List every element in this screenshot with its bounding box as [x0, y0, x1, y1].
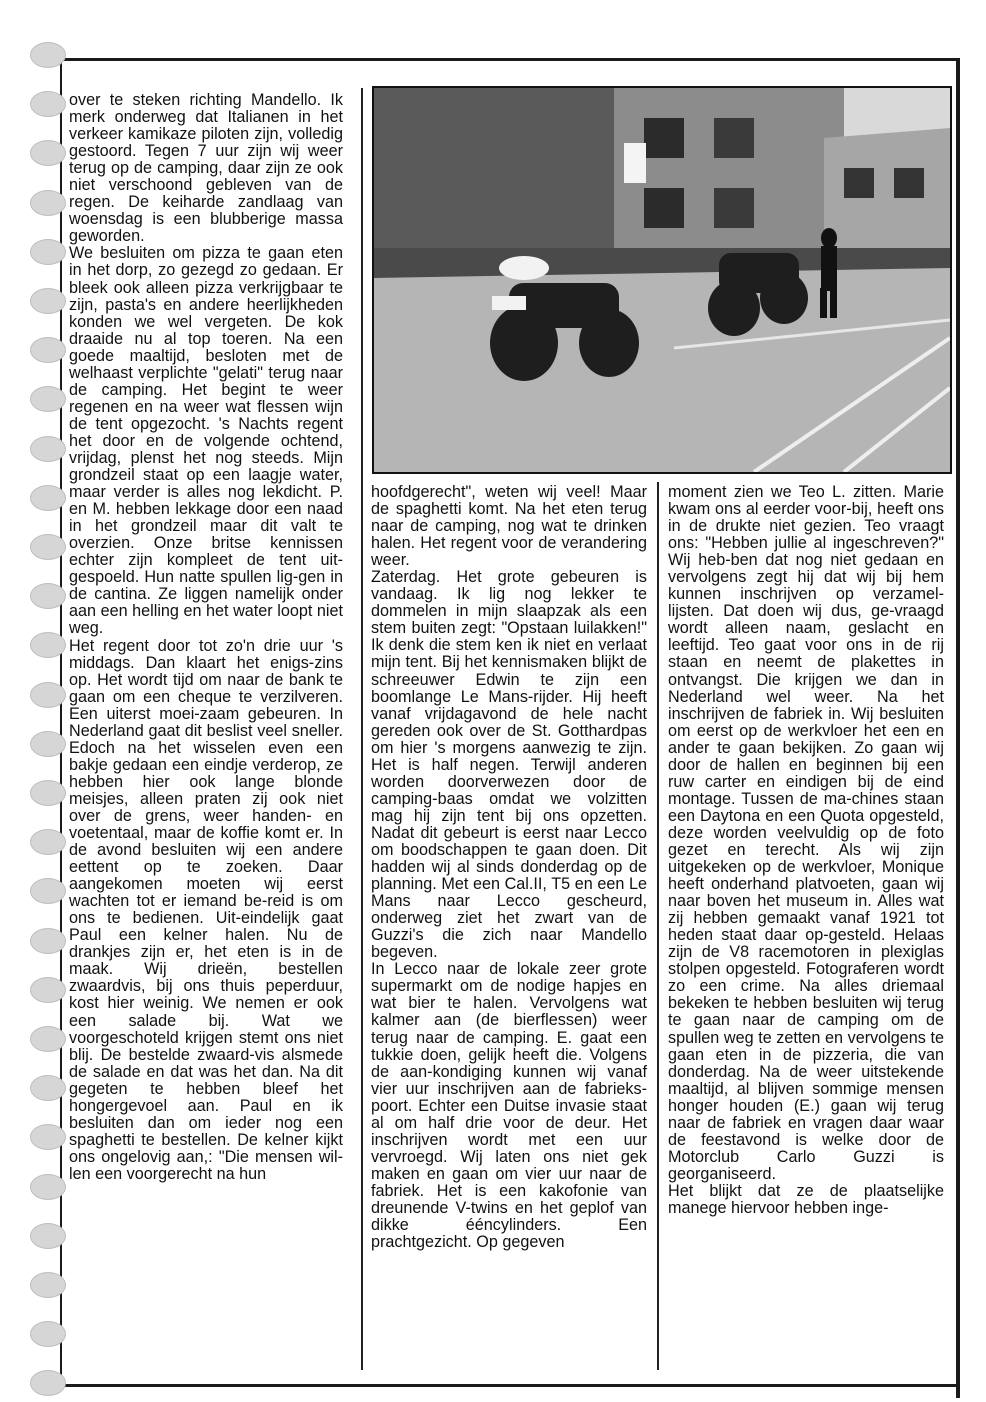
binding-hole: [30, 977, 66, 1003]
article-column-2: [371, 484, 647, 1251]
binding-hole: [30, 1174, 66, 1200]
paragraph: Zaterdag. Het grote gebeuren is vandaag. Ik lig nog lekker te dommelen in mijn slaapzak als een stem buiten zegt: "Opstaan luilakken!" Ik denk die stem ken ik niet en verlaat mijn tent. Bij het kennismaken blijkt de schreeuwer Edwin te zijn een boomlange Le Mans-rijder. Hij heeft vanaf vrijdagavond de hele nacht gereden ook over de St. Gotthardpas om hier 's morgens aanwezig te zijn. Het is half negen. Terwijl anderen worden doorverwezen door de camping-baas omdat we volzitten mag hij zijn tent bij ons opzetten. Nadat dit gebeurt is eerst naar Lecco om boodschappen te gaan doen. Dit hadden wij al sinds donderdag op de planning. Met een Cal.II, T5 en een Le Mans naar Lecco gescheurd, onderweg ziet het zwart van de Guzzi's die zich naar Mandello begeven.: [371, 568, 647, 962]
column-divider-left: [361, 88, 363, 1370]
binding-hole: [30, 1026, 66, 1052]
binding-hole: [30, 632, 66, 658]
binding-hole: [30, 534, 66, 560]
binding-hole: [30, 91, 66, 117]
ring-binding-holes: [30, 42, 70, 1402]
article-photo: [372, 86, 952, 474]
binding-hole: [30, 928, 66, 954]
binding-hole: [30, 878, 66, 904]
paragraph: Het blijkt dat ze de plaatselijke manege hiervoor hebben inge-: [668, 1181, 944, 1217]
binding-hole: [30, 337, 66, 363]
binding-hole: [30, 583, 66, 609]
binding-hole: [30, 829, 66, 855]
binding-hole: [30, 731, 66, 757]
motorcycle-photo-illustration: [374, 88, 950, 472]
binding-hole: [30, 1223, 66, 1249]
binding-hole: [30, 436, 66, 462]
binding-hole: [30, 682, 66, 708]
binding-hole: [30, 42, 66, 68]
binding-hole: [30, 1075, 66, 1101]
article-column-1: [69, 92, 343, 1183]
paragraph: Het regent door tot zo'n drie uur 's middags. Dan klaart het enigs-zins op. Het wordt tijd om naar de bank te gaan om een cheque te verzilveren. Een uiterst moei-zaam gebeuren. In Nederland gaat dit beslist veel sneller. Edoch na het wisselen even een bakje gedaan een eindje verderop, ze hebben hier ook lange blonde meisjes, alleen praten zij ook niet over de grens, weer handen- en voetentaal, maar de koffie komt er. In de avond besluiten wij een andere eettent op te zoeken. Daar aangekomen moeten wij eerst wachten tot er iemand be-reid is om ons te bedienen. Uit-eindelijk gaat Paul een kelner halen. Nu de drankjes zijn er, het eten is in de maak. Wij drieën, bestellen zwaardvis, bij ons thuis peperduur, kost hier weinig. We nemen er ook een salade bij. Wat we voorgeschoteld krijgen stemt ons niet blij. De bestelde zwaard-vis alsmede de salade en dat was het dan. Na dit gegeten te hebben bleef het hongergevoel aan. Paul en ik besluiten dan om ieder nog een spaghetti te bestellen. De kelner kijkt ons ongelovig aan,: "Die mensen wil-len een voorgerecht na hun: [69, 636, 343, 1183]
binding-hole: [30, 1272, 66, 1298]
binding-hole: [30, 190, 66, 216]
binding-hole: [30, 780, 66, 806]
paragraph: hoofdgerecht", weten wij veel! Maar de spaghetti komt. Na het eten terug naar de camping, nog wat te drinken halen. Het regent voor de verandering weer.: [371, 483, 647, 570]
binding-hole: [30, 1124, 66, 1150]
binding-hole: [30, 239, 66, 265]
binding-hole: [30, 140, 66, 166]
paragraph: moment zien we Teo L. zitten. Marie kwam ons al eerder voor-bij, heeft ons in de drukte niet gezien. Teo vraagt ons: "Hebben jullie al ingeschreven?" Wij heb-ben dat nog niet gedaan en vervolgens zegt hij dat wij bij hem kunnen inschrijven op verzamel-lijsten. Dat doen wij dus, ge-vraagd wordt alleen naam, geslacht en leeftijd. Teo gaat voor ons in de rij staan en neemt de plakettes in ontvangst. Die krijgen we dan in Nederland wel weer. Na het inschrijven de fabriek in. Wij besluiten om eerst op de werkvloer het een en ander te gaan bekijken. Zo gaan wij door de hallen en beginnen bij een ruw carter en eindigen bij de eind montage. Tussen de ma-chines staan een Daytona en een Quota opgesteld, deze worden veelvuldig op de foto gezet en terecht. Als wij zijn uitgekeken op de werkvloer, Monique heeft onderhand platvoeten, gaan wij naar boven het museum in. Alles wat zij hebben gemaakt vanaf 1921 tot heden staat daar op-gesteld. Helaas zijn de V8 racemotoren in plexiglas stolpen opgesteld. Fotograferen wordt zo een crime. Na alles driemaal bekeken te hebben besluiten wij terug te gaan naar de camping om de spullen weg te zetten en vervolgens te gaan eten in de pizzeria, die van donderdag. Na de weer uitstekende maaltijd, al blijven sommige mensen honger houden (E.) gaan wij terug naar de fabriek en vragen daar waar de feestavond is welke door de Motorclub Carlo Guzzi is georganiseerd.: [668, 483, 944, 1183]
binding-hole: [30, 288, 66, 314]
column-divider-right: [657, 482, 659, 1370]
paragraph: In Lecco naar de lokale zeer grote supermarkt om de nodige hapjes en wat bier te halen. Vervolgens wat kalmer aan (de bierflessen) weer terug naar de camping. E. gaat een tukkie doen, gelijk heeft die. Volgens de aan-kondiging kunnen wij vanaf vier uur inschrijven aan de fabrieks-poort. Echter een Duitse invasie staat al om half drie voor de deur. Het inschrijven wordt met een uur vervroegd. Wij laten ons niet gek maken en gaan om vier uur naar de fabriek. Het is een kakofonie van dreunende V-twins en het geplof van dikke ééncylinders. Een prachtgezicht. Op gegeven: [371, 960, 647, 1252]
page-border-top: [60, 58, 960, 61]
binding-hole: [30, 1370, 66, 1396]
page-border-right: [956, 58, 960, 1398]
binding-hole: [30, 386, 66, 412]
article-column-3: [668, 484, 944, 1217]
binding-hole: [30, 1321, 66, 1347]
paragraph: We besluiten om pizza te gaan eten in het dorp, zo gezegd zo gedaan. Er bleek ook alleen pizza verkrijgbaar te zijn, pasta's en andere heerlijkheden konden we wel vergeten. De kok draaide nu al top toeren. Na een goede maaltijd, besloten met de welhaast verplichte "gelati" terug naar de camping. Het begint te weer regenen en na weer wat flessen wijn de tent opgezocht. 's Nachts regent het door en de volgende ochtend, vrijdag, plenst het nog steeds. Mijn grondzeil staat op een laagje water, maar verder is alles nog lekdicht. P. en M. hebben lekkage door een naad in het grondzeil maar dit valt te overzien. Onze britse kennissen echter zijn kompleet de tent uit-gespoeld. Hun natte spullen lig-gen in de cantina. Ze liggen namelijk onder aan een helling en het water loopt niet weg.: [69, 244, 343, 638]
paragraph: over te steken richting Mandello. Ik merk onderweg dat Italianen in het verkeer kamikaze piloten zijn, volledig gestoord. Tegen 7 uur zijn wij weer terug op de camping, daar zijn ze ook niet verschoond gebleven van de regen. De keiharde zandlaag van woensdag is een blubberige massa geworden.: [69, 91, 343, 246]
page-border-bottom: [60, 1384, 960, 1387]
binding-hole: [30, 485, 66, 511]
